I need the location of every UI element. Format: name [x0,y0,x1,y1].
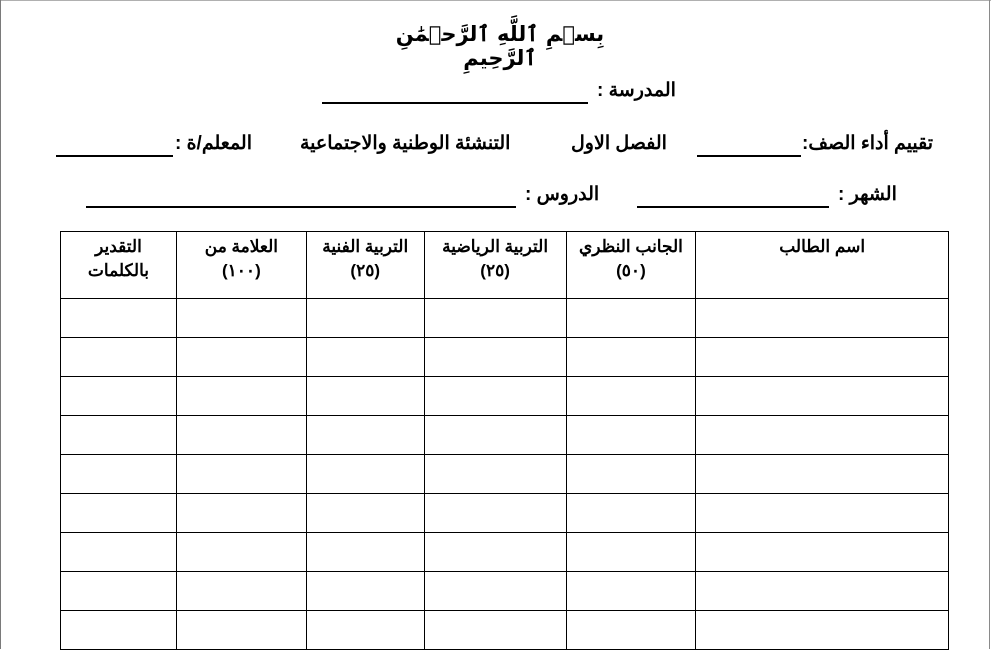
header-line2: (٥٠) [616,261,646,280]
semester-label: الفصل الاول [571,133,667,154]
table-row [61,377,949,416]
header-line1: العلامة من [204,237,278,256]
table-cell[interactable] [424,611,566,650]
table-header-row [61,232,949,299]
table-cell[interactable] [424,299,566,338]
table-cell[interactable] [696,338,949,377]
table-row [61,572,949,611]
table-body [61,299,949,650]
class-blank[interactable] [697,155,801,157]
month-blank[interactable] [637,206,829,208]
header-line1: اسم الطالب [779,237,866,256]
table-row [61,416,949,455]
header-line1: التقدير [95,237,142,256]
evaluation-label: تقييم أداء الصف: [802,133,934,154]
table-cell[interactable] [696,455,949,494]
table-cell[interactable] [61,338,177,377]
table-cell[interactable] [176,338,306,377]
table-cell[interactable] [176,533,306,572]
page-top-border [0,0,991,1]
table-cell[interactable] [61,299,177,338]
header-line2: (١٠٠) [222,261,261,280]
table-cell[interactable] [176,494,306,533]
table-cell[interactable] [566,416,696,455]
header-student-name [696,232,949,299]
table-cell[interactable] [696,416,949,455]
school-blank[interactable] [322,102,588,104]
table-cell[interactable] [306,455,424,494]
table-row [61,533,949,572]
table-row [61,494,949,533]
table-cell[interactable] [306,533,424,572]
school-label: المدرسة : [597,80,676,101]
table-cell[interactable] [176,611,306,650]
header-art-education [306,232,424,299]
header-total-mark [176,232,306,299]
header-theory [566,232,696,299]
table-row [61,455,949,494]
table-cell[interactable] [306,572,424,611]
table-cell[interactable] [424,416,566,455]
header-line2: (٢٥) [480,261,510,280]
month-label: الشهر : [838,184,897,205]
table-cell[interactable] [176,455,306,494]
table-cell[interactable] [566,611,696,650]
table-cell[interactable] [566,377,696,416]
table-row [61,611,949,650]
header-line1: الجانب النظري [578,237,683,256]
page-right-border [989,0,990,649]
table-cell[interactable] [306,299,424,338]
table-cell[interactable] [61,455,177,494]
table-cell[interactable] [61,494,177,533]
table-row [61,299,949,338]
header-line2: (٢٥) [350,261,381,280]
table-cell[interactable] [424,338,566,377]
table-cell[interactable] [306,611,424,650]
table-cell[interactable] [424,572,566,611]
header-physical-education [424,232,566,299]
table-cell[interactable] [61,572,177,611]
teacher-label: المعلم/ة : [175,133,252,154]
table-cell[interactable] [61,416,177,455]
lessons-blank[interactable] [86,206,516,208]
table-cell[interactable] [176,299,306,338]
table-cell[interactable] [696,611,949,650]
table-cell[interactable] [424,494,566,533]
table-cell[interactable] [424,377,566,416]
table-cell[interactable] [306,494,424,533]
table-cell[interactable] [696,533,949,572]
header-line1: التربية الفنية [322,237,409,256]
table-cell[interactable] [696,494,949,533]
table-cell[interactable] [61,377,177,416]
table-cell[interactable] [566,455,696,494]
table-cell[interactable] [566,533,696,572]
header-line1: التربية الرياضية [442,237,549,256]
page-left-border [0,0,1,649]
header-line2: بالكلمات [87,261,150,280]
table-cell[interactable] [696,377,949,416]
teacher-blank[interactable] [56,155,173,157]
lessons-label: الدروس : [525,184,600,205]
table-cell[interactable] [566,572,696,611]
table-cell[interactable] [306,416,424,455]
header-grade-words [61,232,177,299]
table-cell[interactable] [61,533,177,572]
table-cell[interactable] [176,572,306,611]
table-cell[interactable] [424,533,566,572]
table-row [61,338,949,377]
table-cell[interactable] [566,494,696,533]
table-cell[interactable] [61,611,177,650]
subject-label: التنشئة الوطنية والاجتماعية [300,133,511,154]
table-cell[interactable] [306,338,424,377]
table-cell[interactable] [696,299,949,338]
table-cell[interactable] [566,299,696,338]
table-cell[interactable] [306,377,424,416]
table-cell[interactable] [176,416,306,455]
basmala-header: بِسۡمِ ٱللَّهِ ٱلرَّحۡمَٰنِ ٱلرَّحِيمِ [395,22,605,70]
table-cell[interactable] [696,572,949,611]
table-cell[interactable] [424,455,566,494]
table-cell[interactable] [566,338,696,377]
grades-table [60,231,949,650]
table-cell[interactable] [176,377,306,416]
